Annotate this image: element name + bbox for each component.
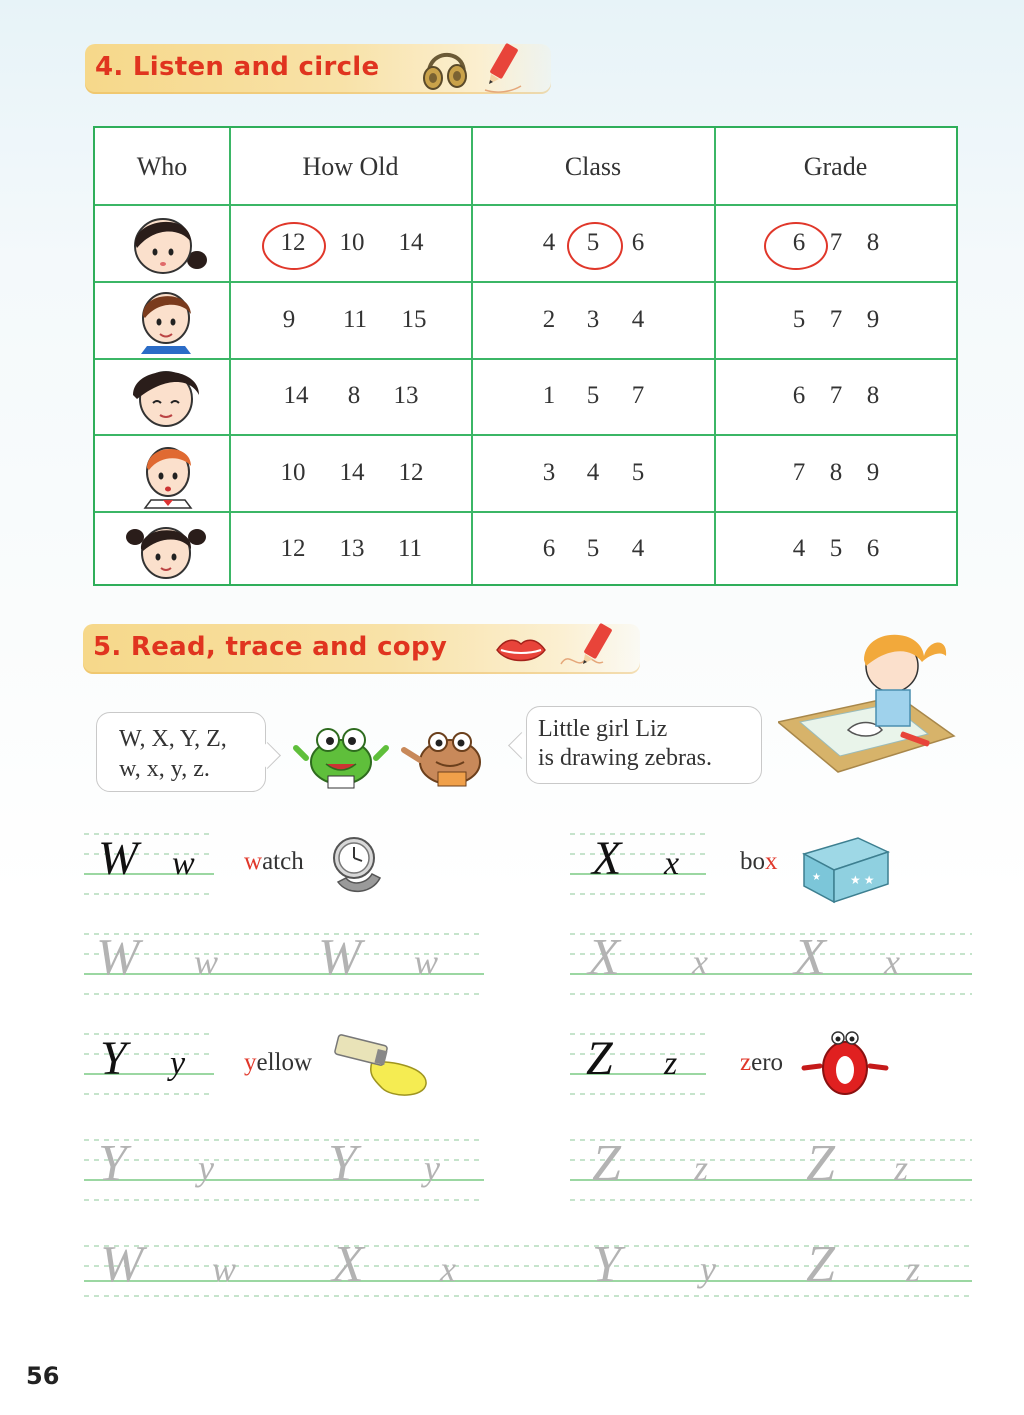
cell-value: 11 xyxy=(342,306,368,333)
cell-value: 7 xyxy=(631,382,645,409)
cell-value: 12 xyxy=(280,535,306,562)
cell-value: 9 xyxy=(282,306,296,333)
cell-value: 4 xyxy=(586,459,600,486)
cell-value: 14 xyxy=(398,229,424,256)
cell-value: 15 xyxy=(401,306,427,333)
cell-value: 12 xyxy=(398,459,424,486)
cell-value: 4 xyxy=(631,535,645,562)
page-number: 56 xyxy=(26,1362,60,1390)
cell-value: 6 xyxy=(792,382,806,409)
cell-value: 6 xyxy=(792,229,806,256)
header-class: Class xyxy=(564,151,622,181)
girl-drawing-zebra-illustration xyxy=(778,626,958,776)
cell-value: 14 xyxy=(283,382,309,409)
cell-value: 7 xyxy=(829,229,843,256)
word-box xyxy=(740,848,778,876)
trace-letter: z xyxy=(894,1148,909,1188)
trace-letter: x xyxy=(884,942,900,982)
cell-value: 14 xyxy=(339,459,365,486)
cell-value: 9 xyxy=(866,306,880,333)
trace-letter: w xyxy=(194,942,219,982)
watch-icon xyxy=(328,834,386,896)
trace-letter: W xyxy=(100,1236,144,1293)
sentence-speech-bubble xyxy=(526,706,762,784)
pencil-icon xyxy=(555,620,625,676)
model-letter-lower: x xyxy=(664,845,680,882)
model-letter-lower: z xyxy=(664,1045,678,1082)
word-highlight: x xyxy=(765,848,778,875)
trace-letter: w xyxy=(212,1249,237,1289)
cell-value: 6 xyxy=(866,535,880,562)
cell-value: 4 xyxy=(792,535,806,562)
cell-value: 3 xyxy=(542,459,556,486)
word-highlight: z xyxy=(740,1049,752,1076)
cell-value: 7 xyxy=(829,382,843,409)
section4-title: 4. Listen and circle xyxy=(95,52,380,82)
cell-value: 8 xyxy=(347,382,361,409)
word-highlight: w xyxy=(244,848,263,875)
cell-value: 11 xyxy=(397,535,423,562)
boy-face-icon xyxy=(137,438,199,510)
trace-letter: X xyxy=(332,1236,364,1293)
trace-letter: X xyxy=(588,929,620,986)
trace-letter: W xyxy=(318,929,362,986)
letters-speech-bubble xyxy=(96,712,266,792)
trace-letter: Z xyxy=(592,1135,621,1192)
toad-character-icon xyxy=(398,724,494,790)
section5-banner xyxy=(83,624,640,674)
cell-value: 8 xyxy=(866,382,880,409)
word-rest: bo xyxy=(740,848,765,875)
zero-character-icon xyxy=(800,1028,890,1096)
cell-value: 5 xyxy=(586,382,600,409)
model-letter-upper: Y xyxy=(100,1032,127,1085)
trace-letter: x xyxy=(692,942,708,982)
grid-line xyxy=(95,511,956,513)
bubble-text-line: W, X, Y, Z, xyxy=(119,726,227,752)
word-highlight: y xyxy=(244,1049,257,1076)
word-rest: atch xyxy=(262,848,304,875)
cell-value: 13 xyxy=(393,382,419,409)
trace-letter: Y xyxy=(592,1236,621,1293)
model-letter-lower: w xyxy=(172,845,195,882)
cell-value: 13 xyxy=(339,535,365,562)
cell-value: 1 xyxy=(542,382,556,409)
cell-value: 8 xyxy=(866,229,880,256)
girl-face-icon xyxy=(125,208,211,280)
trace-letter: w xyxy=(414,942,439,982)
cell-value: 10 xyxy=(280,459,306,486)
cell-value: 5 xyxy=(829,535,843,562)
trace-letter: X xyxy=(794,929,826,986)
cell-value: 12 xyxy=(280,229,306,256)
trace-letter: y xyxy=(700,1249,716,1289)
headphones-icon xyxy=(421,48,469,92)
header-grade: Grade xyxy=(803,151,868,181)
grid-line xyxy=(95,281,956,283)
word-rest: ero xyxy=(751,1049,784,1076)
model-letter-upper: Z xyxy=(586,1032,613,1085)
cell-value: 6 xyxy=(631,229,645,256)
cell-value: 9 xyxy=(866,459,880,486)
grid-line xyxy=(95,434,956,436)
section4-banner xyxy=(85,44,551,94)
cell-value: 6 xyxy=(542,535,556,562)
girl-face-icon xyxy=(125,515,207,585)
bubble-text-line: is drawing zebras. xyxy=(538,745,712,771)
cell-value: 8 xyxy=(829,459,843,486)
model-letter-upper: W xyxy=(98,832,138,885)
trace-letter: Y xyxy=(98,1135,127,1192)
box-icon xyxy=(800,834,892,904)
trace-letter: W xyxy=(96,929,140,986)
svg-text:★: ★ xyxy=(812,872,821,883)
word-rest: ellow xyxy=(256,1049,313,1076)
boy-face-icon xyxy=(133,284,199,356)
lips-icon xyxy=(495,636,547,664)
listen-table xyxy=(93,126,958,586)
trace-letter: Z xyxy=(806,1135,835,1192)
bubble-text-line: Little girl Liz xyxy=(538,716,668,742)
cell-value: 5 xyxy=(586,229,600,256)
frog-character-icon xyxy=(292,718,390,790)
word-watch xyxy=(244,848,304,876)
trace-letter: Y xyxy=(328,1135,357,1192)
trace-letter: z xyxy=(694,1148,709,1188)
model-letter-lower: y xyxy=(170,1045,186,1082)
cell-value: 2 xyxy=(542,306,556,333)
cell-value: 5 xyxy=(586,535,600,562)
svg-text:★ ★: ★ ★ xyxy=(850,873,875,887)
word-yellow xyxy=(244,1049,312,1077)
pencil-icon xyxy=(477,40,527,96)
trace-letter: y xyxy=(198,1148,214,1188)
cell-value: 4 xyxy=(542,229,556,256)
section5-title: 5. Read, trace and copy xyxy=(93,632,448,662)
cell-value: 5 xyxy=(631,459,645,486)
model-letter-upper: X xyxy=(592,832,622,885)
word-zero xyxy=(740,1049,783,1077)
girl-face-icon xyxy=(127,361,205,433)
cell-value: 7 xyxy=(829,306,843,333)
trace-letter: x xyxy=(440,1249,456,1289)
cell-value: 4 xyxy=(631,306,645,333)
cell-value: 10 xyxy=(339,229,365,256)
trace-letter: Z xyxy=(806,1236,835,1293)
cell-value: 5 xyxy=(792,306,806,333)
cell-value: 7 xyxy=(792,459,806,486)
paint-tube-icon xyxy=(332,1032,432,1102)
header-who: Who xyxy=(136,151,188,181)
cell-value: 3 xyxy=(586,306,600,333)
grid-line xyxy=(95,358,956,360)
bubble-text-line: w, x, y, z. xyxy=(119,756,210,782)
trace-letter: z xyxy=(906,1249,921,1289)
header-how-old: How Old xyxy=(302,151,399,181)
trace-letter: y xyxy=(424,1148,440,1188)
